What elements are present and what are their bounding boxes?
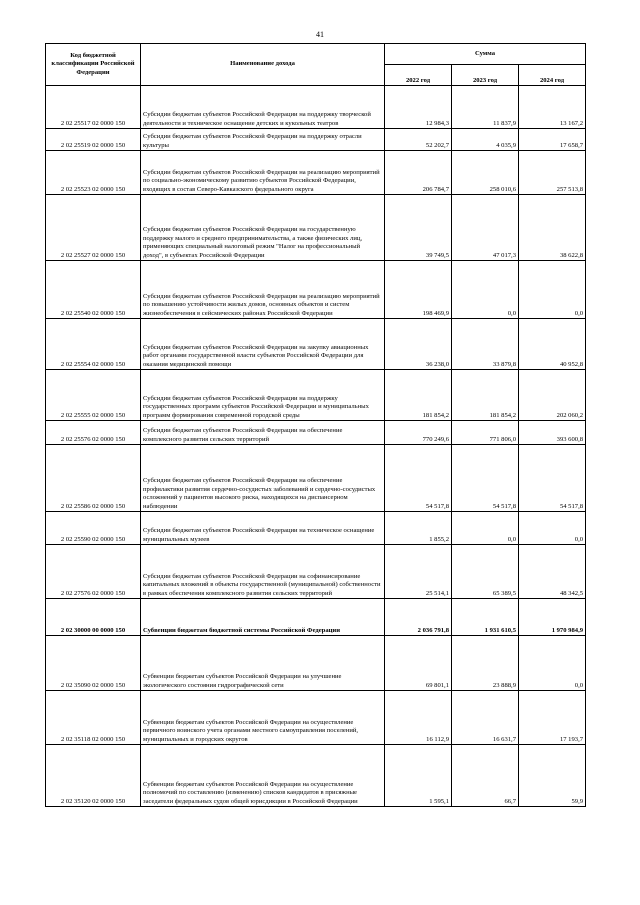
- amount-2023-cell: 65 389,5: [452, 545, 519, 599]
- income-name-cell: Субсидии бюджетам субъектов Российской Федерации на обеспечение профилактики развития сердечно-сосудистых заболеваний и сердечно-сосудистых осложнений у пациентов высокого риска, находящихся на диспансерном наблюдении: [141, 445, 385, 512]
- income-name-cell: Субсидии бюджетам субъектов Российской Федерации на реализацию мероприятий по повышению устойчивости жилых домов, основных объектов и систем жизнеобеспечения в сейсмических районах Российской Федерации: [141, 261, 385, 319]
- amount-2022-cell: 39 749,5: [385, 195, 452, 261]
- column-header-code: Код бюджетной классификации Российской Федерации: [46, 44, 141, 86]
- amount-2024-cell: 13 167,2: [519, 86, 586, 129]
- income-name-cell: Субсидии бюджетам субъектов Российской Федерации на софинансирование капитальных вложений в объекты государственной (муниципальной) собственности в рамках обеспечения комплексного развития сельских территорий: [141, 545, 385, 599]
- amount-2024-cell: 48 342,5: [519, 545, 586, 599]
- column-header-year-2022: 2022 год: [385, 65, 452, 86]
- amount-2024-cell: 0,0: [519, 636, 586, 691]
- amount-2023-cell: 0,0: [452, 512, 519, 545]
- amount-2022-cell: 198 469,9: [385, 261, 452, 319]
- income-name-cell: Субсидии бюджетам субъектов Российской Федерации на реализацию мероприятий по социально-экономическому развитию субъектов Российской Федерации, входящих в состав Северо-Кавказского федерального округа: [141, 151, 385, 195]
- table-row: [46, 421, 586, 445]
- amount-2024-cell: 17 193,7: [519, 691, 586, 745]
- income-name-cell: Субсидии бюджетам субъектов Российской Федерации на закупку авиационных работ органами государственной власти субъектов Российской Федерации для оказания медицинской помощи: [141, 319, 385, 370]
- amount-2023-cell: 16 631,7: [452, 691, 519, 745]
- code-cell: 2 02 25540 02 0000 150: [46, 261, 141, 319]
- amount-2023-cell: 33 879,8: [452, 319, 519, 370]
- income-name-cell: Субсидии бюджетам субъектов Российской Федерации на поддержку отрасли культуры: [141, 129, 385, 151]
- amount-2022-cell: 1 855,2: [385, 512, 452, 545]
- income-name-cell: Субсидии бюджетам субъектов Российской Федерации на поддержку государственных программ субъектов Российской Федерации и муниципальных программ формирования современной городской среды: [141, 370, 385, 421]
- table-row: [46, 636, 586, 691]
- table-row: [46, 599, 586, 636]
- table-row: [46, 545, 586, 599]
- column-header-year-2024: 2024 год: [519, 65, 586, 86]
- amount-2024-cell: 38 622,8: [519, 195, 586, 261]
- code-cell: 2 02 30000 00 0000 150: [46, 599, 141, 636]
- amount-2022-cell: 52 202,7: [385, 129, 452, 151]
- amount-2022-cell: 36 238,0: [385, 319, 452, 370]
- income-name-cell: Субсидии бюджетам субъектов Российской Федерации на обеспечение комплексного развития сельских территорий: [141, 421, 385, 445]
- table-row: [46, 261, 586, 319]
- table-row: [46, 86, 586, 129]
- amount-2022-cell: 16 112,9: [385, 691, 452, 745]
- amount-2022-cell: 25 514,1: [385, 545, 452, 599]
- income-name-cell: Субсидии бюджетам субъектов Российской Федерации на техническое оснащение муниципальных музеев: [141, 512, 385, 545]
- amount-2023-cell: 47 017,3: [452, 195, 519, 261]
- amount-2022-cell: 12 984,3: [385, 86, 452, 129]
- amount-2023-cell: 11 837,9: [452, 86, 519, 129]
- amount-2022-cell: 69 801,1: [385, 636, 452, 691]
- amount-2023-cell: 258 010,6: [452, 151, 519, 195]
- column-header-year-2023: 2023 год: [452, 65, 519, 86]
- table-row: [46, 745, 586, 807]
- amount-2023-cell: 23 888,9: [452, 636, 519, 691]
- table-row: [46, 512, 586, 545]
- amount-2023-cell: 0,0: [452, 261, 519, 319]
- code-cell: 2 02 25555 02 0000 150: [46, 370, 141, 421]
- amount-2024-cell: 59,9: [519, 745, 586, 807]
- budget-table: [45, 43, 586, 807]
- code-cell: 2 02 35120 02 0000 150: [46, 745, 141, 807]
- amount-2022-cell: 181 854,2: [385, 370, 452, 421]
- table-row: [46, 691, 586, 745]
- amount-2024-cell: 202 060,2: [519, 370, 586, 421]
- amount-2024-cell: 257 513,8: [519, 151, 586, 195]
- amount-2024-cell: 54 517,8: [519, 445, 586, 512]
- code-cell: 2 02 27576 02 0000 150: [46, 545, 141, 599]
- income-name-cell: Субвенции бюджетам субъектов Российской Федерации на осуществление полномочий по составлению (изменению) списков кандидатов в присяжные заседатели федеральных судов общей юрисдикции в Российской Федерации: [141, 745, 385, 807]
- amount-2024-cell: 1 970 984,9: [519, 599, 586, 636]
- table-body: [46, 86, 586, 807]
- code-cell: 2 02 25517 02 0000 150: [46, 86, 141, 129]
- income-name-cell: Субвенции бюджетам субъектов Российской Федерации на улучшение экологического состояния гидрографической сети: [141, 636, 385, 691]
- income-name-cell: Субвенции бюджетам бюджетной системы Российской Федерации: [141, 599, 385, 636]
- amount-2023-cell: 4 035,9: [452, 129, 519, 151]
- amount-2023-cell: 1 931 610,5: [452, 599, 519, 636]
- code-cell: 2 02 25527 02 0000 150: [46, 195, 141, 261]
- table-row: [46, 195, 586, 261]
- code-cell: 2 02 25519 02 0000 150: [46, 129, 141, 151]
- column-header-sum: Сумма: [385, 44, 586, 65]
- table-row: [46, 445, 586, 512]
- amount-2024-cell: 17 658,7: [519, 129, 586, 151]
- amount-2024-cell: 0,0: [519, 512, 586, 545]
- income-name-cell: Субвенции бюджетам субъектов Российской Федерации на осуществление первичного воинского учета органами местного самоуправления поселений, муниципальных и городских округов: [141, 691, 385, 745]
- amount-2023-cell: 771 806,0: [452, 421, 519, 445]
- column-header-name: Наименование дохода: [141, 44, 385, 86]
- amount-2023-cell: 66,7: [452, 745, 519, 807]
- code-cell: 2 02 35090 02 0000 150: [46, 636, 141, 691]
- amount-2024-cell: 393 600,8: [519, 421, 586, 445]
- amount-2022-cell: 1 595,1: [385, 745, 452, 807]
- code-cell: 2 02 25554 02 0000 150: [46, 319, 141, 370]
- table-row: [46, 151, 586, 195]
- amount-2024-cell: 40 952,8: [519, 319, 586, 370]
- page-number: 41: [316, 30, 324, 39]
- amount-2022-cell: 770 249,6: [385, 421, 452, 445]
- amount-2022-cell: 206 784,7: [385, 151, 452, 195]
- code-cell: 2 02 25576 02 0000 150: [46, 421, 141, 445]
- amount-2024-cell: 0,0: [519, 261, 586, 319]
- amount-2023-cell: 54 517,8: [452, 445, 519, 512]
- code-cell: 2 02 25523 02 0000 150: [46, 151, 141, 195]
- code-cell: 2 02 25590 02 0000 150: [46, 512, 141, 545]
- amount-2022-cell: 54 517,8: [385, 445, 452, 512]
- income-name-cell: Субсидии бюджетам субъектов Российской Федерации на государственную поддержку малого и среднего предпринимательства, а также физических лиц, применяющих специальный налоговый режим "Налог на профессиональный доход", в субъектах Российской Федерации: [141, 195, 385, 261]
- amount-2023-cell: 181 854,2: [452, 370, 519, 421]
- table-row: [46, 370, 586, 421]
- income-name-cell: Субсидии бюджетам субъектов Российской Федерации на поддержку творческой деятельности и техническое оснащение детских и кукольных театров: [141, 86, 385, 129]
- table-row: [46, 129, 586, 151]
- amount-2022-cell: 2 036 791,8: [385, 599, 452, 636]
- table-row: [46, 319, 586, 370]
- code-cell: 2 02 25586 02 0000 150: [46, 445, 141, 512]
- code-cell: 2 02 35118 02 0000 150: [46, 691, 141, 745]
